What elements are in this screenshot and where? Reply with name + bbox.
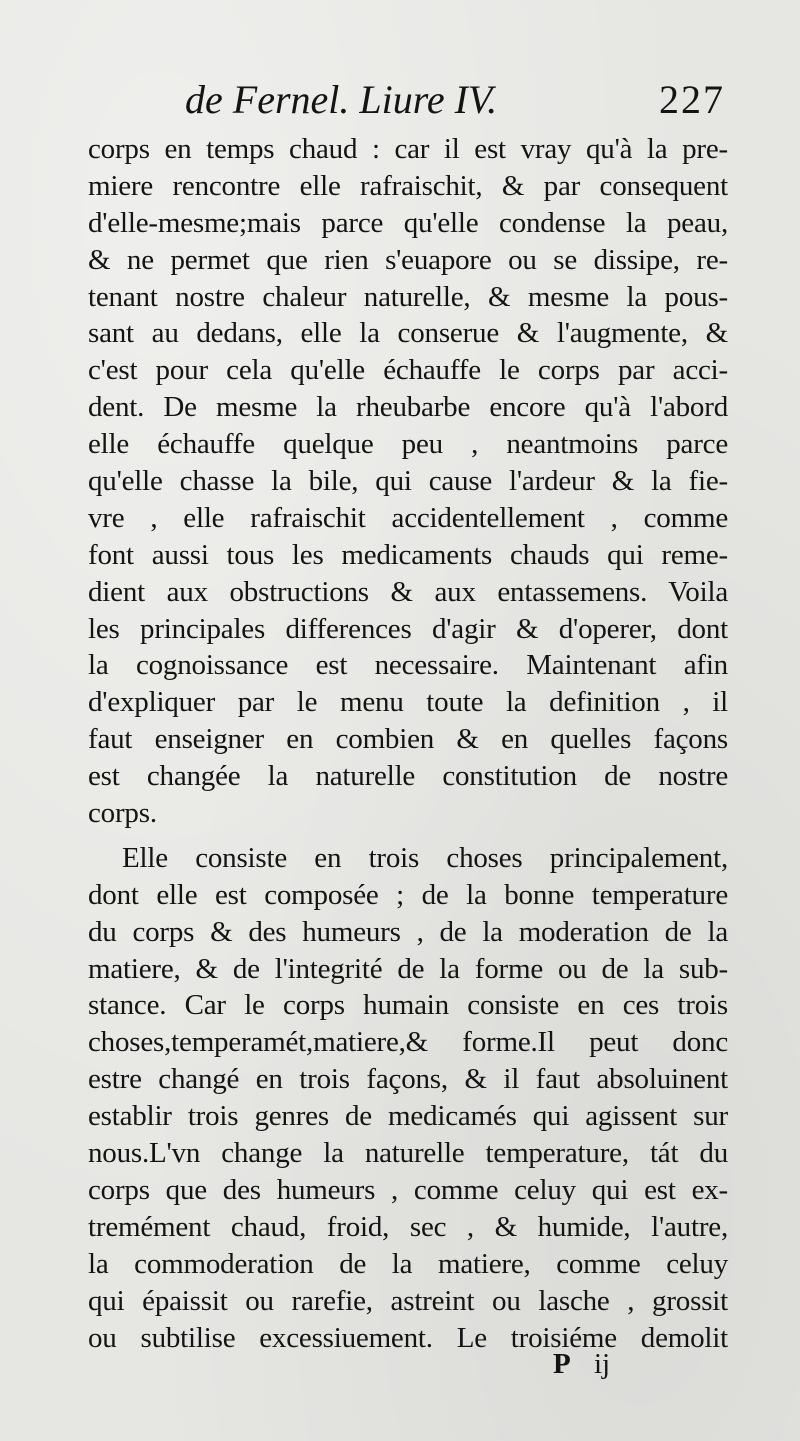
text-line: sant au dedans, elle la conserue & l'augmente, &	[88, 317, 728, 350]
text-line: Elle consiste en trois choses principalement,	[122, 841, 728, 874]
text-line: dient aux obstructions & aux entassemens. Voila	[88, 575, 728, 608]
text-line: tenant nostre chaleur naturelle, & mesme la pous-	[88, 280, 728, 313]
text-line: matiere, & de l'integrité de la forme ou de la sub-	[88, 952, 728, 985]
text-line: dont elle est composée ; de la bonne temperature	[88, 878, 728, 911]
running-title: de Fernel. Liure IV.	[185, 77, 498, 122]
text-line: ou subtilise excessiuement. Le troisiéme demolit	[88, 1321, 728, 1354]
text-line: miere rencontre elle rafraischit, & par consequent	[88, 169, 728, 202]
text-line: les principales differences d'agir & d'operer, dont	[88, 612, 728, 645]
paragraph-gap	[88, 832, 728, 840]
text-line: la cognoissance est necessaire. Maintenant afin	[88, 649, 728, 682]
paragraph-1	[88, 131, 728, 832]
text-line: d'expliquer par le menu toute la definition , il	[88, 686, 728, 719]
running-head	[185, 74, 725, 126]
text-line: vre , elle rafraischit accidentellement , comme	[88, 501, 728, 534]
text-line: stance. Car le corps humain consiste en ces trois	[88, 989, 728, 1022]
text-line: corps en temps chaud : car il est vray qu'à la pre-	[88, 133, 728, 165]
text-line: qui épaissit ou rarefie, astreint ou lasche , grossit	[88, 1284, 728, 1317]
text-line: estre changé en trois façons, & il faut absoluinent	[88, 1063, 728, 1096]
text-line: corps que des humeurs , comme celuy qui est ex-	[88, 1173, 728, 1206]
text-line: font aussi tous les medicaments chauds qui reme-	[88, 538, 728, 571]
signature-number: ij	[593, 1348, 611, 1380]
text-line: c'est pour cela qu'elle échauffe le corps par acci-	[88, 354, 728, 387]
text-line: establir trois genres de medicamés qui agissent sur	[88, 1100, 728, 1133]
text-line: faut enseigner en combien & en quelles façons	[88, 723, 728, 756]
text-line: nous.L'vn change la naturelle temperature, tát du	[88, 1137, 728, 1170]
text-line: corps.	[88, 797, 157, 830]
body-text	[88, 131, 728, 1356]
paragraph-2	[88, 840, 728, 1356]
signature-letter: P	[553, 1348, 571, 1380]
text-line: choses,temperamét,matiere,& forme.Il peut donc	[88, 1026, 728, 1059]
signature-mark	[553, 1346, 610, 1382]
text-line: la commoderation de la matiere, comme celuy	[88, 1247, 728, 1280]
text-line: d'elle-mesme;mais parce qu'elle condense la peau,	[88, 206, 728, 239]
text-line: du corps & des humeurs , de la moderation de la	[88, 915, 728, 948]
text-line: est changée la naturelle constitution de nostre	[88, 760, 728, 793]
text-line: qu'elle chasse la bile, qui cause l'ardeur & la fie-	[88, 465, 728, 498]
text-line: tremément chaud, froid, sec , & humide, l'autre,	[88, 1210, 728, 1243]
text-line: elle échauffe quelque peu , neantmoins parce	[88, 428, 728, 461]
text-line: & ne permet que rien s'euapore ou se dissipe, re-	[88, 243, 728, 276]
text-line: dent. De mesme la rheubarbe encore qu'à l'abord	[88, 391, 728, 424]
page-number: 227	[659, 77, 725, 122]
